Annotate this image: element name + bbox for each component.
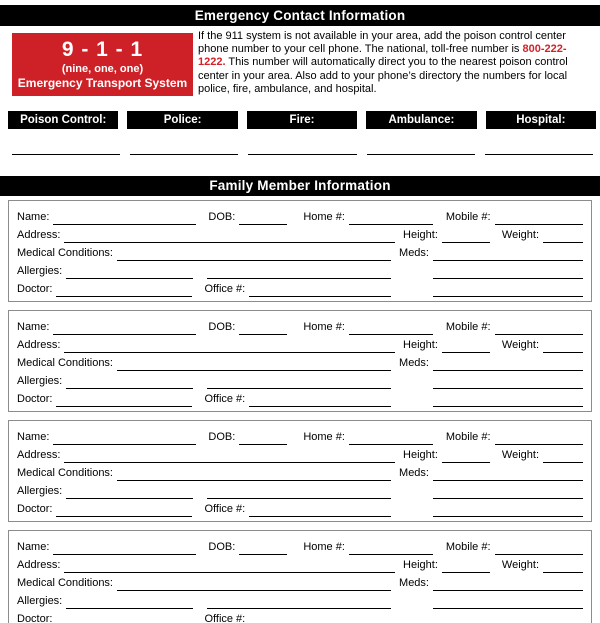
allergies-label: Allergies: <box>17 265 63 278</box>
medical-conditions-input-line[interactable] <box>117 358 391 371</box>
intro-row <box>0 31 600 96</box>
doctor-input-line[interactable] <box>56 614 192 623</box>
member-row-medical <box>17 353 583 371</box>
dob-label: DOB: <box>208 211 236 224</box>
emergency-section-title: Emergency Contact Information <box>194 8 406 23</box>
intro-text-after: This number will automatically direct you to the nearest poison control center in your area. Also add to your phone’s directory the numbers for local police, fire, ambulance, and hospital. <box>198 56 568 95</box>
mobile-phone-label: Mobile #: <box>445 211 491 224</box>
address-input-line[interactable] <box>64 230 395 243</box>
emergency-contact-labels-row <box>0 111 600 129</box>
meds-input-line[interactable] <box>433 358 583 371</box>
family-member-block <box>8 310 592 412</box>
dob-input-line[interactable] <box>239 322 287 335</box>
contact-number-input-line[interactable] <box>130 141 238 155</box>
height-label: Height: <box>403 449 438 462</box>
emergency-section-header <box>0 5 600 26</box>
address-label: Address: <box>17 449 61 462</box>
mobile-phone-input-line[interactable] <box>495 212 583 225</box>
doctor-label: Doctor: <box>17 283 53 296</box>
name-input-line[interactable] <box>53 212 196 225</box>
nine-one-one-box <box>12 33 193 96</box>
doctor-input-line[interactable] <box>56 504 192 517</box>
name-input-line[interactable] <box>53 322 196 335</box>
weight-label: Weight: <box>501 339 539 352</box>
member-row-allergies <box>17 261 583 279</box>
meds-label: Meds: <box>399 247 429 260</box>
weight-label: Weight: <box>501 559 539 572</box>
member-row-doctor <box>17 389 583 407</box>
meds-extra-input-line[interactable] <box>433 596 583 609</box>
meds-extra-input-line-2[interactable] <box>433 394 583 407</box>
poison-control-phone-number: 800-222-1222. <box>198 43 567 69</box>
allergies-input-line[interactable] <box>66 596 193 609</box>
dob-input-line[interactable] <box>239 212 287 225</box>
office-phone-label: Office #: <box>204 393 246 406</box>
mobile-phone-label: Mobile #: <box>445 431 491 444</box>
name-input-line[interactable] <box>53 432 196 445</box>
office-phone-label: Office #: <box>204 503 246 516</box>
weight-label: Weight: <box>501 449 539 462</box>
allergies-extra-input-line[interactable] <box>207 596 391 609</box>
office-phone-input-line[interactable] <box>249 504 391 517</box>
address-input-line[interactable] <box>64 450 395 463</box>
dob-label: DOB: <box>208 431 236 444</box>
member-row-doctor <box>17 279 583 297</box>
allergies-label: Allergies: <box>17 485 63 498</box>
contact-label-box: Fire: <box>247 111 357 129</box>
name-label: Name: <box>17 541 50 554</box>
meds-extra-input-line[interactable] <box>433 376 583 389</box>
emergency-contact-lines-row <box>0 141 600 155</box>
home-phone-label: Home #: <box>303 321 345 334</box>
member-row-identity <box>17 537 583 555</box>
meds-extra-input-line-2[interactable] <box>433 504 583 517</box>
meds-label: Meds: <box>399 577 429 590</box>
dob-label: DOB: <box>208 541 236 554</box>
height-input-line[interactable] <box>442 340 490 353</box>
contact-number-input-line[interactable] <box>12 141 120 155</box>
home-phone-input-line[interactable] <box>349 542 433 555</box>
meds-extra-input-line[interactable] <box>433 486 583 499</box>
weight-label: Weight: <box>501 229 539 242</box>
home-phone-input-line[interactable] <box>349 212 433 225</box>
family-member-block <box>8 200 592 302</box>
medical-conditions-input-line[interactable] <box>117 468 391 481</box>
family-section-title: Family Member Information <box>209 178 391 194</box>
doctor-label: Doctor: <box>17 393 53 406</box>
name-label: Name: <box>17 211 50 224</box>
allergies-label: Allergies: <box>17 375 63 388</box>
member-row-identity <box>17 317 583 335</box>
contact-label-box: Poison Control: <box>8 111 118 129</box>
height-label: Height: <box>403 339 438 352</box>
meds-extra-input-line-2[interactable] <box>433 614 583 623</box>
member-row-allergies <box>17 591 583 609</box>
contact-number-input-line[interactable] <box>367 141 475 155</box>
dob-label: DOB: <box>208 321 236 334</box>
meds-input-line[interactable] <box>433 578 583 591</box>
height-label: Height: <box>403 559 438 572</box>
medical-conditions-input-line[interactable] <box>117 578 391 591</box>
address-input-line[interactable] <box>64 340 395 353</box>
member-row-medical <box>17 573 583 591</box>
medical-conditions-input-line[interactable] <box>117 248 391 261</box>
intro-paragraph <box>198 30 592 96</box>
dob-input-line[interactable] <box>239 432 287 445</box>
name-input-line[interactable] <box>53 542 196 555</box>
nine-one-one-words: (nine, one, one) <box>61 63 144 75</box>
member-row-address <box>17 445 583 463</box>
home-phone-input-line[interactable] <box>349 432 433 445</box>
medical-conditions-label: Medical Conditions: <box>17 467 113 480</box>
meds-extra-input-line[interactable] <box>433 266 583 279</box>
weight-input-line[interactable] <box>543 230 583 243</box>
allergies-input-line[interactable] <box>66 266 193 279</box>
meds-input-line[interactable] <box>433 468 583 481</box>
contact-label-box: Police: <box>127 111 237 129</box>
name-label: Name: <box>17 321 50 334</box>
mobile-phone-label: Mobile #: <box>445 321 491 334</box>
home-phone-input-line[interactable] <box>349 322 433 335</box>
weight-input-line[interactable] <box>543 560 583 573</box>
allergies-extra-input-line[interactable] <box>207 376 391 389</box>
member-row-doctor <box>17 609 583 623</box>
family-members-list <box>0 200 600 623</box>
doctor-input-line[interactable] <box>56 394 192 407</box>
dob-input-line[interactable] <box>239 542 287 555</box>
height-input-line[interactable] <box>442 230 490 243</box>
allergies-input-line[interactable] <box>66 376 193 389</box>
member-row-allergies <box>17 481 583 499</box>
family-member-block <box>8 420 592 522</box>
member-row-identity <box>17 427 583 445</box>
allergies-input-line[interactable] <box>66 486 193 499</box>
allergies-label: Allergies: <box>17 595 63 608</box>
height-input-line[interactable] <box>442 560 490 573</box>
contact-number-input-line[interactable] <box>485 141 593 155</box>
home-phone-label: Home #: <box>303 431 345 444</box>
address-label: Address: <box>17 229 61 242</box>
nine-one-one-caption: Emergency Transport System <box>17 76 188 90</box>
height-input-line[interactable] <box>442 450 490 463</box>
family-section-header <box>0 176 600 196</box>
medical-conditions-label: Medical Conditions: <box>17 357 113 370</box>
meds-extra-input-line-2[interactable] <box>433 284 583 297</box>
address-label: Address: <box>17 559 61 572</box>
meds-label: Meds: <box>399 467 429 480</box>
height-label: Height: <box>403 229 438 242</box>
office-phone-label: Office #: <box>204 613 246 623</box>
nine-one-one-number: 9 - 1 - 1 <box>61 38 144 61</box>
weight-input-line[interactable] <box>543 340 583 353</box>
contact-label-box: Ambulance: <box>366 111 476 129</box>
mobile-phone-input-line[interactable] <box>495 432 583 445</box>
doctor-label: Doctor: <box>17 503 53 516</box>
address-label: Address: <box>17 339 61 352</box>
office-phone-label: Office #: <box>204 283 246 296</box>
medical-conditions-label: Medical Conditions: <box>17 577 113 590</box>
name-label: Name: <box>17 431 50 444</box>
meds-label: Meds: <box>399 357 429 370</box>
mobile-phone-input-line[interactable] <box>495 322 583 335</box>
address-input-line[interactable] <box>64 560 395 573</box>
member-row-allergies <box>17 371 583 389</box>
contact-number-input-line[interactable] <box>248 141 356 155</box>
allergies-extra-input-line[interactable] <box>207 266 391 279</box>
member-row-address <box>17 555 583 573</box>
family-member-block <box>8 530 592 623</box>
office-phone-input-line[interactable] <box>249 394 391 407</box>
member-row-doctor <box>17 499 583 517</box>
meds-input-line[interactable] <box>433 248 583 261</box>
doctor-input-line[interactable] <box>56 284 192 297</box>
contact-label-box: Hospital: <box>486 111 596 129</box>
office-phone-input-line[interactable] <box>249 614 391 623</box>
allergies-extra-input-line[interactable] <box>207 486 391 499</box>
weight-input-line[interactable] <box>543 450 583 463</box>
home-phone-label: Home #: <box>303 211 345 224</box>
member-row-medical <box>17 243 583 261</box>
doctor-label: Doctor: <box>17 613 53 623</box>
medical-conditions-label: Medical Conditions: <box>17 247 113 260</box>
mobile-phone-input-line[interactable] <box>495 542 583 555</box>
member-row-medical <box>17 463 583 481</box>
office-phone-input-line[interactable] <box>249 284 391 297</box>
home-phone-label: Home #: <box>303 541 345 554</box>
member-row-address <box>17 335 583 353</box>
member-row-identity <box>17 207 583 225</box>
intro-text-before: If the 911 system is not available in your area, add the poison control center phone number to your cell phone. The national, toll-free number is <box>198 30 566 56</box>
member-row-address <box>17 225 583 243</box>
mobile-phone-label: Mobile #: <box>445 541 491 554</box>
